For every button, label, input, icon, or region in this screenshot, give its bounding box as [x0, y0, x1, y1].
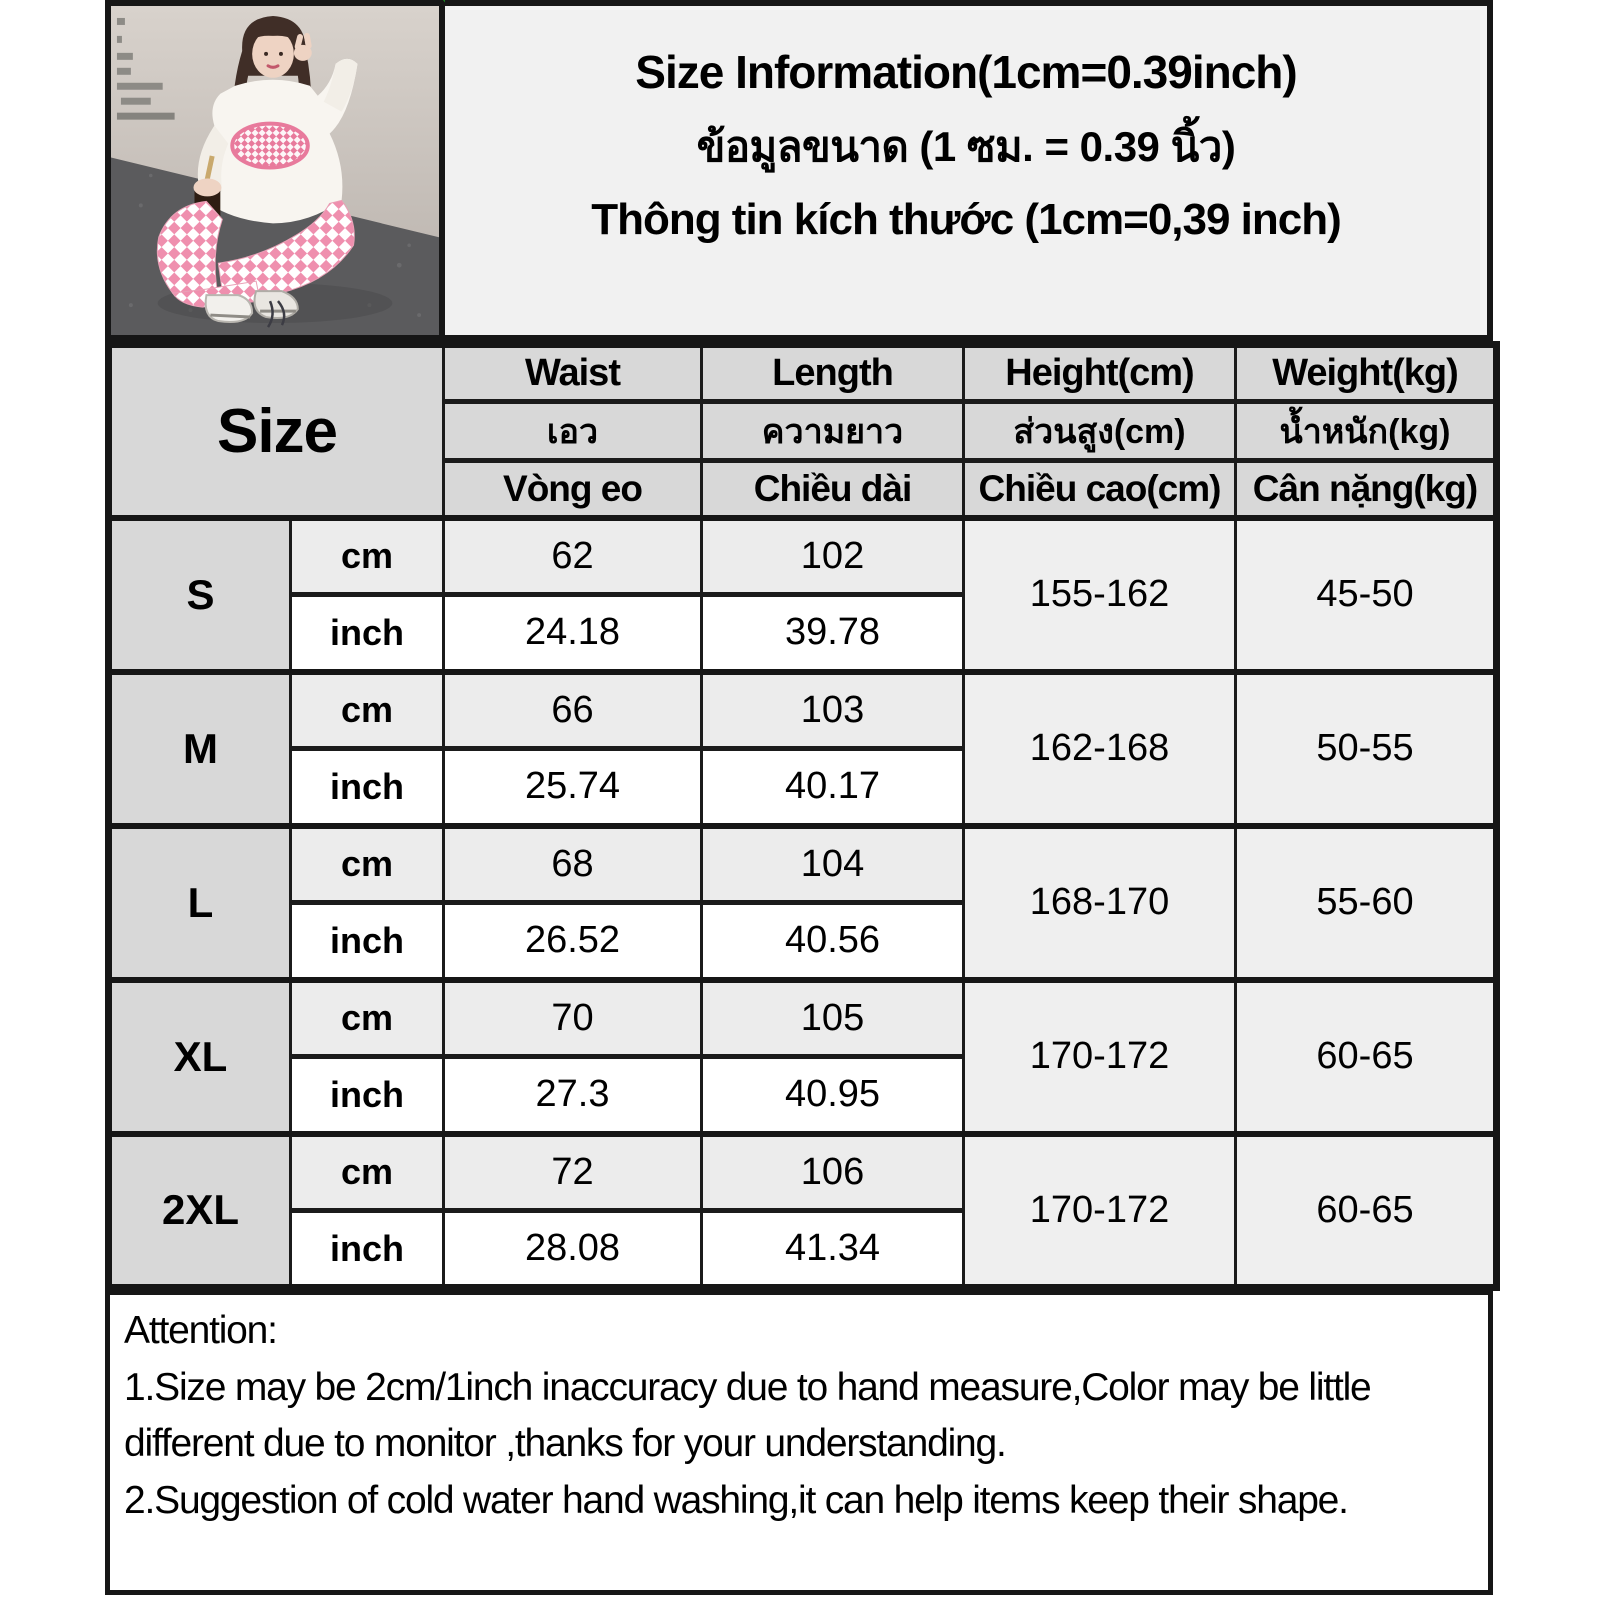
unit-label-cm: cm — [291, 826, 444, 903]
value-waist-cm: 62 — [444, 518, 702, 595]
attention-note-1: 1.Size may be 2cm/1inch inaccuracy due to hand measure,Color may be little different due to monitor ,thanks for your understanding. — [124, 1366, 1371, 1465]
value-weight: 55-60 — [1236, 826, 1497, 980]
col-header-weight-en: Weight(kg) — [1236, 345, 1497, 402]
unit-label-cm: cm — [291, 518, 444, 595]
attention-note-2: 2.Suggestion of cold water hand washing,it can help items keep their shape. — [124, 1479, 1348, 1523]
value-height: 168-170 — [964, 826, 1236, 980]
value-length-cm: 102 — [702, 518, 964, 595]
unit-label-inch: inch — [291, 749, 444, 826]
col-header-height-vi: Chiều cao(cm) — [964, 461, 1236, 518]
col-header-waist-en: Waist — [444, 345, 702, 402]
attention-box — [105, 1290, 1493, 1595]
col-header-weight-th: น้ำหนัก(kg) — [1236, 402, 1497, 461]
value-waist-cm: 70 — [444, 980, 702, 1057]
unit-label-inch: inch — [291, 1057, 444, 1134]
unit-label-inch: inch — [291, 903, 444, 980]
chest-logo — [232, 124, 308, 168]
size-label-2xl: 2XL — [109, 1134, 291, 1288]
value-height: 170-172 — [964, 980, 1236, 1134]
face — [252, 30, 294, 78]
value-length-inch: 40.95 — [702, 1057, 964, 1134]
value-waist-inch: 24.18 — [444, 595, 702, 672]
size-table — [105, 341, 1500, 1291]
col-header-weight-vi: Cân nặng(kg) — [1236, 461, 1497, 518]
unit-label-cm: cm — [291, 1134, 444, 1211]
title-thai: ข้อมูลขนาด (1 ซม. = 0.39 นิ้ว) — [696, 122, 1236, 170]
value-height: 170-172 — [964, 1134, 1236, 1288]
cup-hand — [193, 178, 221, 196]
product-photo — [105, 0, 445, 341]
title-vietnamese: Thông tin kích thước (1cm=0,39 inch) — [591, 194, 1341, 244]
unit-label-inch: inch — [291, 1211, 444, 1288]
value-weight: 45-50 — [1236, 518, 1497, 672]
value-weight: 60-65 — [1236, 1134, 1497, 1288]
value-waist-cm: 72 — [444, 1134, 702, 1211]
col-header-length-en: Length — [702, 345, 964, 402]
size-label-xl: XL — [109, 980, 291, 1134]
attention-heading: Attention: — [124, 1309, 277, 1352]
value-weight: 50-55 — [1236, 672, 1497, 826]
value-waist-cm: 66 — [444, 672, 702, 749]
value-length-cm: 104 — [702, 826, 964, 903]
col-header-waist-th: เอว — [444, 402, 702, 461]
value-waist-inch: 26.52 — [444, 903, 702, 980]
col-header-length-th: ความยาว — [702, 402, 964, 461]
col-header-waist-vi: Vòng eo — [444, 461, 702, 518]
value-waist-inch: 28.08 — [444, 1211, 702, 1288]
size-label-l: L — [109, 826, 291, 980]
value-height: 162-168 — [964, 672, 1236, 826]
value-length-cm: 103 — [702, 672, 964, 749]
value-weight: 60-65 — [1236, 980, 1497, 1134]
value-length-inch: 41.34 — [702, 1211, 964, 1288]
unit-label-cm: cm — [291, 672, 444, 749]
value-length-inch: 39.78 — [702, 595, 964, 672]
model-photo-illustration — [111, 6, 439, 335]
value-length-inch: 40.17 — [702, 749, 964, 826]
value-length-cm: 105 — [702, 980, 964, 1057]
unit-label-inch: inch — [291, 595, 444, 672]
value-waist-inch: 27.3 — [444, 1057, 702, 1134]
title-box — [445, 0, 1493, 341]
unit-label-cm: cm — [291, 980, 444, 1057]
col-header-height-en: Height(cm) — [964, 345, 1236, 402]
value-length-cm: 106 — [702, 1134, 964, 1211]
size-column-header: Size — [109, 345, 444, 518]
col-header-length-vi: Chiều dài — [702, 461, 964, 518]
value-waist-inch: 25.74 — [444, 749, 702, 826]
col-header-height-th: ส่วนสูง(cm) — [964, 402, 1236, 461]
size-label-s: S — [109, 518, 291, 672]
size-label-m: M — [109, 672, 291, 826]
title-english: Size Information(1cm=0.39inch) — [635, 45, 1297, 98]
value-length-inch: 40.56 — [702, 903, 964, 980]
value-waist-cm: 68 — [444, 826, 702, 903]
value-height: 155-162 — [964, 518, 1236, 672]
